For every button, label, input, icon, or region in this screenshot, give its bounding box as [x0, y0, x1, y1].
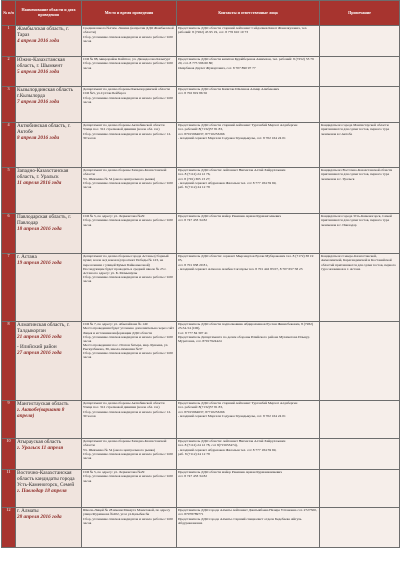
contacts-cell — [177, 254, 320, 322]
place-line: Сбор, уточнение списков кандидатов и начало работы с 9.00 часов — [83, 474, 173, 483]
contact-line: Представитель ДДО области старший лейтенант Сейдалиев Канат Жаналкулович, тел. рабочий: 8 (7262) 45 95 19, сот. 8 776 610 10 73 — [178, 26, 308, 35]
table-row — [2, 439, 400, 470]
region-cell — [16, 470, 82, 508]
place-line: Улица пос. 312 стрелковой дивизии (возле обл. газ) — [83, 127, 160, 132]
table-row — [2, 26, 400, 57]
region-date: 11 апреля 2016 года — [17, 180, 62, 187]
region-name: Атырауская область — [17, 439, 62, 446]
contact-line: - младший сержант Абдразаков Жалалын тел. сот 8 777 184 59 69, — [178, 447, 277, 452]
place-line: СШ № 5, по адресу: ул. Лермонтова №29 — [83, 470, 145, 475]
place-cell — [82, 439, 177, 470]
place-cell — [82, 87, 177, 123]
note-line: Кандидаты из города Усть-Каменогорск, Семей приглашаются для сдачи тестов, первого тура экзаменов в г. Павлодар — [321, 214, 392, 227]
region-cell — [16, 87, 82, 123]
contacts-cell — [177, 26, 320, 57]
region-date: 28 апреля 2016 года — [17, 514, 62, 521]
note-cell — [320, 401, 400, 439]
note-cell — [320, 254, 400, 322]
contact-line: тел. 8 (7112) 24 12 76, — [178, 172, 211, 177]
contact-line: Представитель ДДО области: сержант Мырзакулов Ерлан Мубаракович тел. 8 (7172) 38 19 05, — [178, 254, 314, 263]
contact-line: сот. 87015964637, 87710253266 — [178, 409, 225, 414]
place-line: СШ № 7, по адресу: ул. Абылайхана № 149 — [83, 322, 148, 327]
contact-line: Представитель ДДО города Алматы старший специалист отдела Бедебаева Айгуль Абдуракаановна — [178, 516, 302, 525]
contact-line: сот. 8 747 433 34 82 — [178, 474, 208, 479]
region-cell — [16, 254, 82, 322]
row-number: 1 — [2, 26, 16, 57]
region-date: 19 апреля 2016 года — [17, 260, 62, 267]
place-line: Сбор, уточнение списков кандидатов и начало работы с 12. 30 часов — [83, 409, 172, 418]
place-line: Сбор, уточнение списков кандидатов и начало работы с 9.00 часов — [83, 180, 173, 189]
table-header-row — [2, 1, 400, 26]
place-cell — [82, 508, 177, 548]
contact-line: Представитель ДДО области: лейтенант Нигметов Алтай Хайруллаевич — [178, 168, 286, 173]
table-row — [2, 57, 400, 87]
contact-line: Представитель Департамента по делам обороны Илийского района Мухаметова Ильнур Муратовна, сот. 87017924424 — [178, 334, 310, 343]
place-cell — [82, 322, 177, 401]
region-date: 8 апреля 2016 года — [17, 135, 60, 142]
contact-line: - младший сержант Абдразаков Жалалын тел. сот 8 777 184 59 69, — [178, 180, 277, 185]
contact-line: Омарбеков Даулет Жумартович, сот. 8 707 890 97 77 — [178, 65, 256, 70]
note-line: Кандидаты из Северо-Казахстанской, Акмолинской, Карагандинской и Костанайской областей приглашаются для сдачи тестов, первого тура экзаменов в г. Астана — [321, 254, 396, 271]
contact-line: тел. 8 (7112) 24 12 78, сот 8(715653474), — [178, 443, 238, 448]
contact-line: Представитель ДДО области старший лейтенант Турганбай Мерхат Алдаберген — [178, 401, 298, 406]
contact-line: - младший сержант Маргали Садуакас Куандыкулы, сот. 8 702 164 24 01 — [178, 135, 286, 140]
place-line: Сбор, уточнение списков кандидатов и начало работы с 12. 30 часов — [83, 131, 172, 140]
row-number: 7 — [2, 254, 16, 322]
contact-line: тел. рабочий: 8(7132)57 81 83, — [178, 405, 223, 410]
note-cell — [320, 322, 400, 401]
contact-line: сот. 8 701 938 20 81, — [178, 262, 208, 267]
place-line: Сбор, уточнение списков кандидатов и начало работы с 9.00 часов — [83, 351, 173, 360]
region-cell — [16, 123, 82, 168]
table-body — [2, 26, 400, 548]
table-row — [2, 214, 400, 254]
contacts-cell — [177, 470, 320, 508]
region-name: г. Алматы — [17, 508, 39, 515]
place-line: Департамент по делам обороны Западно-Казахстанской области — [83, 168, 167, 177]
region-date: 18 апреля 2016 года — [17, 226, 62, 233]
place-line: Школа-Лицей № 28 имени Макаута Маметовой, по адресу улица Фурманова №202, угол ул.Қазыбек би — [83, 508, 171, 517]
place-line: Департамент по делам обороны города Астаны (сборный пункт, возле ж/д вокзала) проспект Победы № 123, на пересечении с улицей Кумыз Байконысовой) — [83, 254, 169, 267]
header-number: № п/п — [2, 1, 16, 26]
contact-line: - младший сержант Маргали Садуакас Куандыкулы, сот. 8 702 164 24 01 — [178, 413, 286, 418]
note-cell — [320, 123, 400, 168]
region-date: 7 апреля 2016 года — [17, 99, 60, 106]
place-line: Сбор, уточнение списков кандидатов и начало работы с 9.00 часов — [83, 451, 173, 460]
region-name: Западно-Казахстанская область, г. Уральск — [17, 168, 69, 181]
contact-line: сот. 87015964637, 87710253266 — [178, 131, 225, 136]
note-cell — [320, 26, 400, 57]
region-name: Южно-Казахстанская область, г. Шымкент — [17, 57, 65, 70]
contact-line: Представитель ДДО города Алматы лейтенант Джатывбаева Назира Ултановна сот. 2727500, сот. 87078789771 — [178, 508, 317, 517]
row-number: 8 — [2, 322, 16, 401]
region-cell — [16, 508, 82, 548]
row-number: 2 — [2, 57, 16, 87]
place-line: Место проведения: пос. Өтеген батыра, мкр. Кунаева, ул. Рыскулбекова, 36, школа-гимназия №37 — [83, 342, 169, 351]
region-name: г. Астана — [17, 254, 37, 261]
row-number: 6 — [2, 214, 16, 254]
place-line: СШ № 5, по адресу: ул. Лермонтова №29 — [83, 214, 145, 219]
region-date: 4 апреля 2016 года — [17, 38, 60, 45]
region-name-secondary: - Илийский район — [17, 344, 57, 351]
place-line: Департамент по делам обороны Западно-Казахстанской области — [83, 439, 167, 448]
row-number: 9 — [2, 401, 16, 439]
contacts-cell — [177, 439, 320, 470]
contact-line: Представитель ДДО области майор Ракишев Арман Курмангалиевич — [178, 214, 281, 219]
note-cell — [320, 168, 400, 214]
contacts-cell — [177, 508, 320, 548]
region-name: Алматинская область, г. Талдыкорган — [17, 322, 70, 335]
place-line: Место проведения будет уточнено дополнительно через сайт Лицея и источники информации ДДО области — [83, 326, 174, 335]
place-cell — [82, 254, 177, 322]
place-cell — [82, 57, 177, 87]
table-row — [2, 322, 400, 401]
region-cell — [16, 168, 82, 214]
contact-line: раб. 8 (7112) 24 12 78 — [178, 184, 210, 189]
place-line: Сбор, уточнение списков кандидатов и начало работы с 9.00 часов — [83, 274, 173, 283]
header-contacts: Контакты и ответственные лица — [177, 1, 320, 26]
place-cell — [82, 168, 177, 214]
contacts-cell — [177, 87, 320, 123]
region-cell — [16, 26, 82, 57]
table-row — [2, 401, 400, 439]
place-line: Ул. Шевченко № 54 (около центрального рынка) — [83, 447, 156, 452]
note-line: Кандидаты из города Мангистауской области приглашаются для сдачи тестов, первого тура экзаменов в г.Актобе — [321, 123, 390, 136]
contact-line: Представитель ДДО области Капитан Шалинов Алмир Алибекович — [178, 87, 280, 92]
region-date: г. Павлодар 18 апреля — [17, 488, 67, 495]
note-cell — [320, 87, 400, 123]
contact-line: Сот. 8 777 84 307 41 — [178, 330, 208, 335]
row-number: 3 — [2, 87, 16, 123]
place-line: Департамент по делам обороны Актюбинской области — [83, 401, 165, 406]
table-row — [2, 470, 400, 508]
table-row — [2, 87, 400, 123]
region-date: г. Уральск 11 апреля — [17, 445, 64, 452]
contact-line: сот. 8 (701) 365 13 27; — [178, 176, 211, 181]
contact-line: Представитель ДДО области подполковник Абдирахманов Руслан Женисбекович, 8 (7282) 23-54-54 (106), — [178, 322, 314, 331]
contacts-cell — [177, 401, 320, 439]
note-cell — [320, 439, 400, 470]
header-region: Наименование области и дата проведения — [16, 1, 82, 26]
contacts-cell — [177, 57, 320, 87]
header-place: Место и время проведения — [82, 1, 177, 26]
note-cell — [320, 214, 400, 254]
contact-line: сот. 8 702 819 86 56 — [178, 91, 208, 96]
header-note: Примечание — [320, 1, 400, 26]
region-cell — [16, 322, 82, 401]
place-line: Сбор, уточнение списков кандидатов и начало работы с 9.00 часов — [83, 516, 173, 525]
contact-line: Представитель ДДО области: лейтенант Нигметов Алтай Хайруллаевич — [178, 439, 286, 444]
place-line: Сбор, уточнение списков кандидатов и начало работы с 9.00 часов — [83, 95, 173, 104]
region-name: Павлодарская область, г. Павлодар — [17, 214, 72, 227]
contacts-cell — [177, 123, 320, 168]
table-row — [2, 254, 400, 322]
contact-line: сот. 8 747 433 34 82 — [178, 218, 208, 223]
region-name: Мангистауская область — [17, 401, 69, 408]
place-cell — [82, 26, 177, 57]
row-number: 5 — [2, 168, 16, 214]
contact-line: тел. рабочий: 8(7132)57 81 83, — [178, 127, 223, 132]
region-cell — [16, 439, 82, 470]
contact-line: - младший сержант Алмасов Алибек Сағатұлы тел. 8 701 442 83 07, 8 707 657 58 23 — [178, 266, 303, 271]
row-number: 10 — [2, 439, 16, 470]
region-name: Жамбылская область, г. Тараз — [17, 26, 69, 39]
region-date-secondary: 27 апреля 2016 года — [17, 350, 62, 357]
contact-line: Представитель ДДО области старший лейтенант Турганбай Мерхат Алдаберген — [178, 123, 298, 128]
place-line: СШ №5, ул.Султан Бейбарса — [83, 91, 126, 96]
place-line: Последующие будет проводить в средней школе № 25 г. Астана по адресу: ул. Б. Момышулы — [83, 266, 167, 275]
note-line: Кандидаты из Восточно-Казахстанской области приглашаются для сдачи тестов, первого тура экзаменов в г. Уральск — [321, 168, 393, 181]
place-line: Департамент по делам обороны Актюбинской области — [83, 123, 165, 128]
region-date: 5 апреля 2016 года — [17, 69, 60, 76]
place-line: Ул. Шевченко № 54 (около центрального рынка) — [83, 176, 156, 181]
region-cell — [16, 57, 82, 87]
region-cell — [16, 401, 82, 439]
region-date: г. Актобе(вариант 8 апреля) — [17, 407, 65, 420]
place-line: Департамент по делам обороны Кызылординской области — [83, 87, 170, 92]
place-line: Сбор, уточнение списков кандидатов и начало работы с 9.00 часов — [83, 218, 173, 227]
place-cell — [82, 123, 177, 168]
table-row — [2, 508, 400, 548]
note-cell — [320, 57, 400, 87]
note-cell — [320, 470, 400, 508]
table-row — [2, 123, 400, 168]
contact-line: раб. 8 (7112) 24 12 78 — [178, 451, 210, 456]
row-number: 12 — [2, 508, 16, 548]
region-date: 21 апреля 2016 года — [17, 334, 62, 341]
place-cell — [82, 470, 177, 508]
place-line: Улица пос. 312 стрелковой дивизии (возле обл. газ) — [83, 405, 160, 410]
region-name: Актюбинская область, г. Актобе — [17, 123, 71, 136]
place-line: СШ № 88, микрорайон Кайтпас, ул. Джандосова Казыгурт — [83, 57, 171, 62]
place-line: Сбор, уточнение списков кандидатов и начало работы с 9.00 часов — [83, 334, 173, 343]
row-number: 11 — [2, 470, 16, 508]
contacts-cell — [177, 322, 320, 401]
place-cell — [82, 214, 177, 254]
region-name: Кызылординская область г.Кызылорда — [17, 87, 74, 100]
table-row — [2, 168, 400, 214]
row-number: 4 — [2, 123, 16, 168]
contacts-cell — [177, 168, 320, 214]
place-line: Сбор, уточнение списков кандидатов и начало работы с 9.00 часов — [83, 61, 173, 70]
contact-line: Представитель ДДО области майор Ракишев Арман Курманжапиевич — [178, 470, 283, 475]
contact-line: Представитель ДДО области капитан Кудайберенов Ашимхан, тел. рабочий: 8 (7252) 53 79 20, сот. 8 775 596 60 80; — [178, 57, 314, 66]
region-name: Восточно-Казахстанская область кандидаты города Усть-Каменогорск, Семей — [17, 470, 75, 489]
contacts-cell — [177, 214, 320, 254]
place-line: Сбор, уточнение списков кандидатов и начало работы с 9.00 часов — [83, 34, 173, 43]
schedule-table — [1, 0, 400, 548]
place-cell — [82, 401, 177, 439]
region-cell — [16, 214, 82, 254]
note-cell — [320, 508, 400, 548]
place-line: Средняя школа №2 им. Ленина (напротив ДДО Жамбылской области) — [83, 26, 174, 35]
